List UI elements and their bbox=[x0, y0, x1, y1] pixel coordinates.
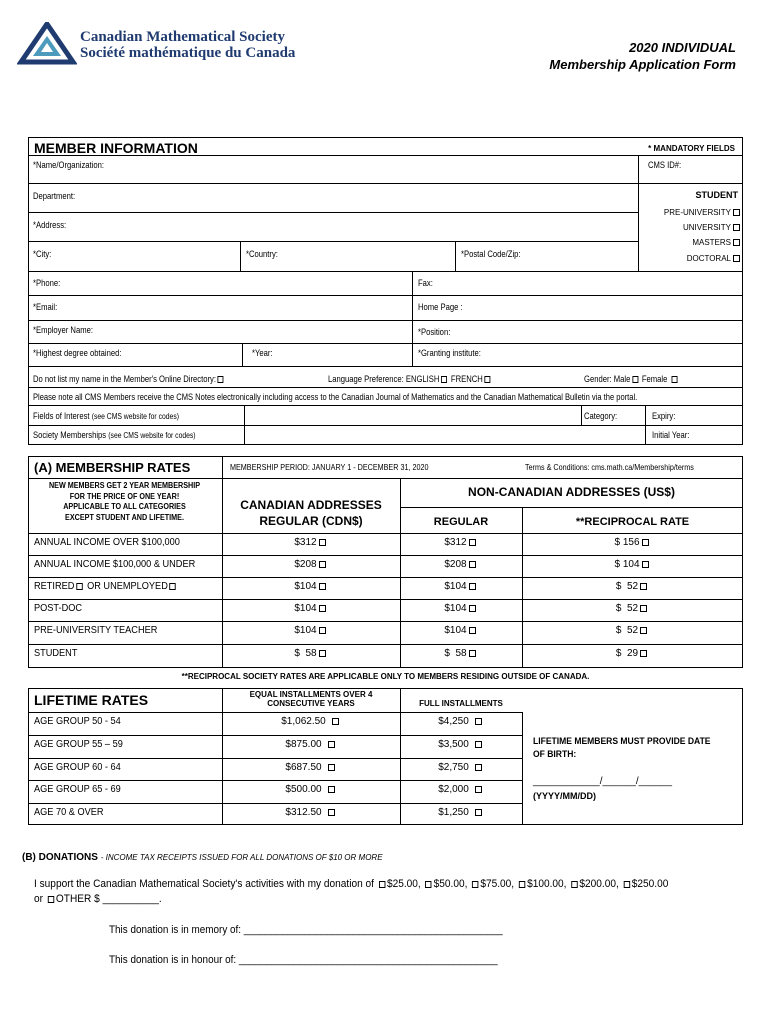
lifetime-amount: $2,750 bbox=[438, 762, 469, 773]
rate-amount: $208 bbox=[444, 559, 467, 570]
full-installment-option[interactable] bbox=[400, 807, 522, 818]
org-name-en: Canadian Mathematical Society bbox=[80, 29, 285, 45]
checkbox-icon[interactable] bbox=[571, 881, 577, 888]
reciprocal-rate-option[interactable] bbox=[522, 625, 743, 636]
student-heading: STUDENT bbox=[695, 190, 738, 200]
equal-installment-option[interactable] bbox=[222, 807, 400, 818]
rate-amount: $ 52 bbox=[615, 603, 639, 614]
checkbox-icon bbox=[733, 255, 740, 262]
checkbox-icon[interactable] bbox=[76, 583, 82, 590]
regular-header: REGULAR bbox=[433, 516, 489, 528]
donation-100[interactable]: $100.00, bbox=[527, 878, 567, 890]
cms-notes-notice: Please note all CMS Members receive the CMS Notes electronically including access to the Canadian Journal of Mathematics and the Canadian Mathematical Bulletin via the portal. bbox=[33, 392, 638, 402]
checkbox-icon bbox=[733, 209, 740, 216]
rate-row-label: ANNUAL INCOME OVER $100,000 bbox=[34, 537, 180, 548]
donation-amounts-line: I support the Canadian Mathematical Society's activities with my donation of $25.00, $50.00, $75.00, $100.00, $200.00, $250.00 bbox=[34, 878, 669, 890]
directory-opt-out[interactable]: Do not list my name in the Member's Online Directory: bbox=[33, 374, 225, 384]
rate-amount: $104 bbox=[444, 603, 467, 614]
rate-amount: $ 156 bbox=[614, 537, 640, 548]
dob-field[interactable]: ____________/______/______ bbox=[533, 776, 673, 787]
donation-250[interactable]: $250.00 bbox=[631, 878, 669, 890]
regular-rate-option[interactable] bbox=[400, 603, 522, 614]
donation-other-line: or OTHER $ __________. bbox=[34, 893, 162, 905]
fax-field[interactable]: Fax: bbox=[418, 278, 433, 288]
checkbox-icon[interactable] bbox=[640, 605, 647, 612]
reciprocal-rate-option[interactable] bbox=[522, 559, 743, 570]
lifetime-row-label: AGE GROUP 65 - 69 bbox=[34, 784, 121, 795]
checkbox-icon[interactable] bbox=[48, 896, 54, 903]
checkbox-icon[interactable] bbox=[328, 741, 335, 748]
canadian-header: CANADIAN ADDRESSES REGULAR (CDN$) bbox=[240, 498, 382, 528]
reciprocal-note: **RECIPROCAL SOCIETY RATES ARE APPLICABLE ONLY TO MEMBERS RESIDING OUTSIDE OF CANADA. bbox=[181, 672, 590, 681]
gender-female-option[interactable]: Female bbox=[641, 374, 668, 384]
fields-of-interest-field[interactable]: Fields of Interest (see CMS website for codes) bbox=[33, 411, 179, 421]
equal-installment-option[interactable] bbox=[222, 716, 400, 727]
checkbox-icon[interactable] bbox=[623, 881, 629, 888]
terms-conditions[interactable]: Terms & Conditions: cms.math.ca/Membership/terms bbox=[525, 463, 694, 472]
lifetime-amount: $687.50 bbox=[285, 762, 322, 773]
lifetime-amount: $312.50 bbox=[285, 807, 322, 818]
lifetime-amount: $3,500 bbox=[438, 739, 469, 750]
rate-amount: $312 bbox=[444, 537, 467, 548]
regular-rate-option[interactable] bbox=[400, 625, 522, 636]
checkbox-icon[interactable] bbox=[469, 539, 476, 546]
regular-rate-option[interactable] bbox=[400, 537, 522, 548]
checkbox-icon[interactable] bbox=[469, 583, 476, 590]
checkbox-icon[interactable] bbox=[328, 809, 335, 816]
full-installments-header: FULL INSTALLMENTS bbox=[419, 699, 503, 708]
rate-amount: $104 bbox=[444, 581, 467, 592]
checkbox-icon bbox=[218, 376, 224, 383]
checkbox-icon[interactable] bbox=[425, 881, 431, 888]
reciprocal-rate-option[interactable] bbox=[522, 603, 743, 614]
donations-subtitle: - INCOME TAX RECEIPTS ISSUED FOR ALL DONATIONS OF $10 OR MORE bbox=[100, 853, 383, 862]
checkbox-icon[interactable] bbox=[319, 539, 326, 546]
rate-amount: $ 104 bbox=[614, 559, 640, 570]
checkbox-icon[interactable] bbox=[640, 583, 647, 590]
donation-other-field[interactable]: OTHER $ __________. bbox=[55, 893, 162, 905]
membership-rates-title: (A) MEMBERSHIP RATES bbox=[34, 460, 191, 475]
lifetime-rates-title: LIFETIME RATES bbox=[34, 692, 149, 708]
checkbox-icon[interactable] bbox=[642, 561, 649, 568]
checkbox-icon[interactable] bbox=[469, 627, 476, 634]
category-field[interactable]: Category: bbox=[584, 411, 618, 421]
membership-period: MEMBERSHIP PERIOD: JANUARY 1 - DECEMBER 31, 2020 bbox=[230, 463, 429, 472]
checkbox-icon[interactable] bbox=[319, 583, 326, 590]
rate-amount: $ 29 bbox=[615, 648, 639, 659]
granting-institute-field[interactable]: *Granting institute: bbox=[418, 348, 481, 358]
city-field[interactable]: *City: bbox=[33, 249, 52, 259]
new-member-promo: NEW MEMBERS GET 2 YEAR MEMBERSHIP FOR THE PRICE OF ONE YEAR! APPLICABLE TO ALL CATEGORIES EXCEPT STUDENT AND LIFETIME. bbox=[48, 481, 201, 522]
equal-installment-option[interactable] bbox=[222, 784, 400, 795]
rate-amount: $104 bbox=[294, 625, 317, 636]
employer-field[interactable]: *Employer Name: bbox=[33, 325, 93, 335]
language-preference: Language Preference: ENGLISH FRENCH bbox=[328, 374, 492, 384]
rate-amount: $104 bbox=[444, 625, 467, 636]
regular-rate-option[interactable] bbox=[400, 559, 522, 570]
checkbox-icon[interactable] bbox=[379, 881, 385, 888]
country-field[interactable]: *Country: bbox=[246, 249, 278, 259]
member-info-title: MEMBER INFORMATION bbox=[34, 140, 198, 156]
donation-200[interactable]: $200.00, bbox=[579, 878, 619, 890]
rate-amount: $104 bbox=[294, 603, 317, 614]
lifetime-row-label: AGE GROUP 50 - 54 bbox=[34, 716, 121, 727]
student-level-doctoral[interactable]: DOCTORAL bbox=[687, 254, 742, 263]
gender-selector: Gender: Male Female bbox=[584, 374, 679, 384]
checkbox-icon[interactable] bbox=[472, 881, 478, 888]
phone-field[interactable]: *Phone: bbox=[33, 278, 61, 288]
equal-installment-option[interactable] bbox=[222, 739, 400, 750]
canadian-rate-option[interactable] bbox=[222, 559, 400, 570]
society-memberships-field[interactable]: Society Memberships (see CMS website for codes) bbox=[33, 430, 196, 440]
equal-installments-header: EQUAL INSTALLMENTS OVER 4 CONSECUTIVE YEARS bbox=[249, 690, 373, 708]
rate-row-label: PRE-UNIVERSITY TEACHER bbox=[34, 625, 158, 636]
full-installment-option[interactable] bbox=[400, 784, 522, 795]
checkbox-icon[interactable] bbox=[319, 561, 326, 568]
checkbox-icon bbox=[485, 376, 491, 383]
rate-row-label: POST-DOC bbox=[34, 603, 83, 614]
position-field[interactable]: *Position: bbox=[418, 327, 451, 337]
student-level-pre-university[interactable]: PRE-UNIVERSITY bbox=[664, 208, 742, 217]
checkbox-icon bbox=[733, 224, 740, 231]
checkbox-icon[interactable] bbox=[328, 764, 335, 771]
canadian-rate-option[interactable] bbox=[222, 581, 400, 592]
homepage-field[interactable]: Home Page : bbox=[418, 302, 463, 312]
checkbox-icon bbox=[671, 376, 677, 383]
checkbox-icon bbox=[441, 376, 447, 383]
lifetime-amount: $2,000 bbox=[438, 784, 469, 795]
year-field[interactable]: *Year: bbox=[252, 348, 273, 358]
cms-logo-icon bbox=[17, 22, 77, 70]
postal-code-field[interactable]: *Postal Code/Zip: bbox=[461, 249, 521, 259]
regular-rate-option[interactable] bbox=[400, 648, 522, 659]
rate-amount: $104 bbox=[294, 581, 317, 592]
donation-25[interactable]: $25.00, bbox=[386, 878, 421, 890]
checkbox-icon[interactable] bbox=[519, 881, 525, 888]
lifetime-amount: $500.00 bbox=[285, 784, 322, 795]
form-title: Membership Application Form bbox=[549, 57, 736, 72]
lifetime-amount: $4,250 bbox=[438, 716, 469, 727]
language-english-option[interactable]: ENGLISH bbox=[405, 374, 440, 384]
canadian-rate-option[interactable] bbox=[222, 625, 400, 636]
donations-title: (B) DONATIONS bbox=[22, 852, 98, 863]
expiry-field[interactable]: Expiry: bbox=[652, 411, 676, 421]
memory-field[interactable]: This donation is in memory of: _______________________________________________ bbox=[109, 924, 503, 936]
name-org-field[interactable]: *Name/Organization: bbox=[33, 160, 105, 170]
checkbox-icon[interactable] bbox=[469, 605, 476, 612]
reciprocal-rate-option[interactable] bbox=[522, 581, 743, 592]
rate-row-label bbox=[34, 581, 178, 592]
canadian-rate-option[interactable] bbox=[222, 603, 400, 614]
rate-row-label: STUDENT bbox=[34, 648, 78, 659]
checkbox-icon[interactable] bbox=[640, 650, 647, 657]
reciprocal-rate-option[interactable] bbox=[522, 648, 743, 659]
checkbox-icon[interactable] bbox=[475, 809, 482, 816]
full-installment-option[interactable] bbox=[400, 716, 522, 727]
checkbox-icon[interactable] bbox=[332, 718, 339, 725]
rate-amount: $ 58 bbox=[444, 648, 467, 659]
checkbox-icon[interactable] bbox=[475, 718, 482, 725]
dob-instruction: LIFETIME MEMBERS MUST PROVIDE DATE OF BIRTH: bbox=[533, 736, 711, 759]
rate-amount: $ 52 bbox=[615, 625, 639, 636]
lifetime-amount: $1,062.50 bbox=[281, 716, 326, 727]
regular-rate-option[interactable] bbox=[400, 581, 522, 592]
language-french-option[interactable]: FRENCH bbox=[450, 374, 483, 384]
cms-id-field[interactable]: CMS ID#: bbox=[648, 160, 682, 170]
rate-amount: $ 58 bbox=[294, 648, 317, 659]
degree-field[interactable]: *Highest degree obtained: bbox=[33, 348, 122, 358]
checkbox-icon[interactable] bbox=[319, 650, 326, 657]
retired-option[interactable]: RETIRED bbox=[34, 581, 75, 592]
org-name-fr: Société mathématique du Canada bbox=[80, 45, 296, 61]
address-field[interactable]: *Address: bbox=[33, 220, 67, 230]
checkbox-icon[interactable] bbox=[469, 561, 476, 568]
checkbox-icon[interactable] bbox=[170, 583, 176, 590]
checkbox-icon[interactable] bbox=[475, 786, 482, 793]
equal-installment-option[interactable] bbox=[222, 762, 400, 773]
donations-heading bbox=[22, 852, 383, 863]
canadian-rate-option[interactable] bbox=[222, 648, 400, 659]
checkbox-icon[interactable] bbox=[475, 764, 482, 771]
email-field[interactable]: *Email: bbox=[33, 302, 58, 312]
unemployed-option[interactable]: OR UNEMPLOYED bbox=[87, 581, 168, 592]
canadian-rate-option[interactable] bbox=[222, 537, 400, 548]
non-canadian-header: NON-CANADIAN ADDRESSES (US$) bbox=[468, 485, 675, 499]
checkbox-icon[interactable] bbox=[640, 627, 647, 634]
department-field[interactable]: Department: bbox=[33, 191, 76, 201]
student-level-masters[interactable]: MASTERS bbox=[692, 238, 742, 247]
gender-male-option[interactable]: Male bbox=[613, 374, 631, 384]
rate-amount: $ 52 bbox=[615, 581, 639, 592]
checkbox-icon bbox=[632, 376, 638, 383]
initial-year-field[interactable]: Initial Year: bbox=[652, 430, 690, 440]
lifetime-row-label: AGE 70 & OVER bbox=[34, 807, 104, 818]
form-title-year: 2020 INDIVIDUAL bbox=[629, 40, 736, 55]
donation-50[interactable]: $50.00, bbox=[433, 878, 468, 890]
donation-75[interactable]: $75.00, bbox=[480, 878, 515, 890]
dob-format: (YYYY/MM/DD) bbox=[533, 791, 596, 801]
lifetime-amount: $875.00 bbox=[285, 739, 322, 750]
student-level-university[interactable]: UNIVERSITY bbox=[683, 223, 742, 232]
rate-amount: $208 bbox=[294, 559, 317, 570]
rate-row-label: ANNUAL INCOME $100,000 & UNDER bbox=[34, 559, 196, 570]
checkbox-icon bbox=[733, 239, 740, 246]
lifetime-amount: $1,250 bbox=[438, 807, 469, 818]
full-installment-option[interactable] bbox=[400, 762, 522, 773]
checkbox-icon[interactable] bbox=[475, 741, 482, 748]
mandatory-fields-note: * MANDATORY FIELDS bbox=[648, 144, 735, 153]
lifetime-row-label: AGE GROUP 60 - 64 bbox=[34, 762, 121, 773]
full-installment-option[interactable] bbox=[400, 739, 522, 750]
checkbox-icon[interactable] bbox=[642, 539, 649, 546]
rate-amount: $312 bbox=[294, 537, 317, 548]
checkbox-icon[interactable] bbox=[319, 605, 326, 612]
checkbox-icon[interactable] bbox=[328, 786, 335, 793]
reciprocal-rate-option[interactable] bbox=[522, 537, 743, 548]
lifetime-row-label: AGE GROUP 55 – 59 bbox=[34, 739, 123, 750]
honour-field[interactable]: This donation is in honour of: _______________________________________________ bbox=[109, 954, 498, 966]
checkbox-icon[interactable] bbox=[319, 627, 326, 634]
reciprocal-header: **RECIPROCAL RATE bbox=[575, 516, 690, 528]
checkbox-icon[interactable] bbox=[469, 650, 476, 657]
